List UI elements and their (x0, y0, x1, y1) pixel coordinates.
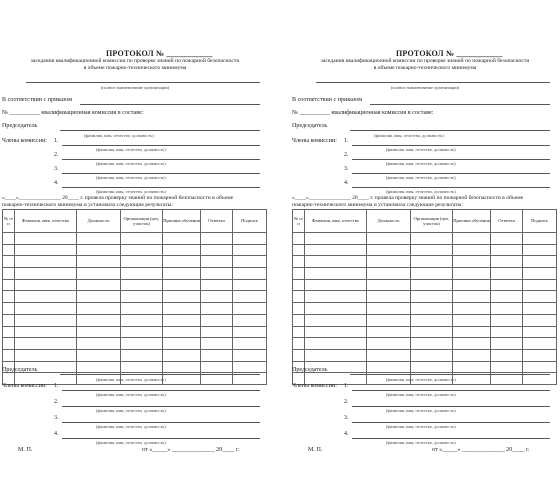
table-cell[interactable] (163, 361, 201, 373)
member-1-number: 1. (54, 138, 59, 144)
signoff-member-1-hint: (фамилия, имя, отчество, должность) (386, 392, 456, 397)
signoff-member-4-hint: (фамилия, имя, отчество, должность) (386, 440, 456, 445)
table-cell[interactable] (201, 279, 233, 291)
table-cell[interactable] (523, 314, 557, 326)
signoff-member-4-field[interactable] (352, 438, 550, 439)
table-cell[interactable] (293, 349, 305, 361)
table-cell[interactable] (77, 256, 121, 268)
table-cell[interactable] (77, 314, 121, 326)
table-cell[interactable] (233, 244, 267, 256)
table-cell[interactable] (233, 291, 267, 303)
table-cell[interactable] (293, 244, 305, 256)
member-1-hint: (фамилия, имя, отчество, должность) (96, 147, 166, 152)
col-organization-header: Организация (цех, участок) (411, 210, 453, 233)
table-cell[interactable] (233, 303, 267, 315)
protocol-page-right (290, 0, 560, 504)
table-header-row (3, 210, 267, 233)
table-row (3, 244, 267, 256)
table-cell[interactable] (367, 256, 411, 268)
table-cell[interactable] (293, 291, 305, 303)
member-2-hint: (фамилия, имя, отчество, должность) (386, 161, 456, 166)
table-cell[interactable] (3, 279, 15, 291)
table-cell[interactable] (523, 303, 557, 315)
table-cell[interactable] (163, 338, 201, 350)
table-cell[interactable] (305, 268, 367, 280)
table-cell[interactable] (453, 279, 491, 291)
order-line-label: В соответствии с приказом (292, 97, 363, 103)
table-cell[interactable] (453, 338, 491, 350)
date-line: «____»_______________ 20____ г. провела проверку знаний по пожарной безопасности в объеме (292, 195, 524, 201)
table-cell[interactable] (163, 314, 201, 326)
table-row (293, 233, 557, 245)
protocol-subtitle-2: в объеме пожарно-технического минимума (373, 65, 477, 71)
member-2-field[interactable] (62, 159, 260, 160)
table-cell[interactable] (491, 256, 523, 268)
col-name-header: Фамилия, имя, отчество (15, 210, 77, 233)
signoff-member-4-hint: (фамилия, имя, отчество, должность) (96, 440, 166, 445)
table-cell[interactable] (523, 361, 557, 373)
table-row (3, 349, 267, 361)
col-number-header: № п/п (3, 210, 15, 233)
member-3-field[interactable] (62, 173, 260, 174)
table-cell[interactable] (523, 279, 557, 291)
signoff-member-3-field[interactable] (352, 422, 550, 423)
signoff-member-2-hint: (фамилия, имя, отчество, должность) (96, 408, 166, 413)
table-cell[interactable] (293, 338, 305, 350)
table-cell[interactable] (367, 268, 411, 280)
table-cell[interactable] (121, 291, 163, 303)
table-cell[interactable] (233, 233, 267, 245)
table-cell[interactable] (491, 361, 523, 373)
table-cell[interactable] (77, 361, 121, 373)
signoff-member-3-number: 3. (344, 415, 349, 421)
signoff-member-3-number: 3. (54, 415, 59, 421)
order-line-field[interactable] (80, 104, 260, 105)
table-row (293, 314, 557, 326)
signoff-chairman-field[interactable] (350, 374, 550, 375)
results-table (2, 209, 267, 385)
table-cell[interactable] (163, 256, 201, 268)
table-cell[interactable] (491, 338, 523, 350)
chairman-label: Председатель (2, 123, 38, 129)
signoff-member-4-field[interactable] (62, 438, 260, 439)
table-cell[interactable] (453, 256, 491, 268)
table-cell[interactable] (3, 326, 15, 338)
member-3-field[interactable] (352, 173, 550, 174)
table-cell[interactable] (305, 291, 367, 303)
table-cell[interactable] (411, 233, 453, 245)
table-header-row (293, 210, 557, 233)
table-cell[interactable] (15, 233, 77, 245)
table-cell[interactable] (293, 256, 305, 268)
protocol-title: ПРОТОКОЛ № ___________ (106, 49, 213, 58)
table-cell[interactable] (491, 233, 523, 245)
table-row (3, 291, 267, 303)
table-cell[interactable] (201, 349, 233, 361)
table-cell[interactable] (201, 291, 233, 303)
col-signature-header: Подпись (523, 210, 557, 233)
table-cell[interactable] (121, 244, 163, 256)
members-label: Члены комиссии: (2, 138, 47, 144)
org-name-hint: (полное наименование организации) (100, 85, 170, 90)
table-cell[interactable] (3, 233, 15, 245)
table-cell[interactable] (201, 361, 233, 373)
signoff-member-3-field[interactable] (62, 422, 260, 423)
chairman-field[interactable] (60, 130, 260, 131)
member-2-number: 2. (344, 152, 349, 158)
table-row (3, 256, 267, 268)
protocol-subtitle-2: в объеме пожарно-технического минимума (83, 65, 187, 71)
table-cell[interactable] (523, 291, 557, 303)
table-cell[interactable] (367, 279, 411, 291)
table-cell[interactable] (491, 291, 523, 303)
table-cell[interactable] (367, 349, 411, 361)
table-cell[interactable] (293, 268, 305, 280)
table-cell[interactable] (15, 338, 77, 350)
table-cell[interactable] (305, 244, 367, 256)
table-cell[interactable] (3, 338, 15, 350)
table-cell[interactable] (15, 349, 77, 361)
signoff-chairman-hint: (фамилия, имя, отчество, должность) (96, 377, 166, 382)
table-cell[interactable] (121, 233, 163, 245)
table-cell[interactable] (453, 268, 491, 280)
table-cell[interactable] (233, 314, 267, 326)
table-cell[interactable] (121, 361, 163, 373)
table-cell[interactable] (367, 314, 411, 326)
member-3-number: 3. (344, 166, 349, 172)
results-table (292, 209, 557, 385)
org-name-hint: (полное наименование организации) (390, 85, 460, 90)
col-position-header: Должность (367, 210, 411, 233)
table-cell[interactable] (233, 256, 267, 268)
signoff-member-2-field[interactable] (62, 406, 260, 407)
table-cell[interactable] (3, 303, 15, 315)
col-reason-header: Причина обучения (163, 210, 201, 233)
table-cell[interactable] (201, 256, 233, 268)
table-row (3, 303, 267, 315)
table-cell[interactable] (305, 326, 367, 338)
member-1-field[interactable] (62, 145, 260, 146)
table-cell[interactable] (367, 303, 411, 315)
signoff-date: от «_____» ______________ 20____ г. (142, 447, 240, 453)
table-cell[interactable] (453, 314, 491, 326)
table-cell[interactable] (201, 268, 233, 280)
table-row (3, 314, 267, 326)
table-cell[interactable] (411, 256, 453, 268)
table-cell[interactable] (523, 338, 557, 350)
col-signature-header: Подпись (233, 210, 267, 233)
table-row (293, 256, 557, 268)
table-cell[interactable] (367, 244, 411, 256)
signoff-member-4-number: 4. (54, 431, 59, 437)
table-cell[interactable] (491, 268, 523, 280)
table-cell[interactable] (411, 244, 453, 256)
member-3-hint: (фамилия, имя, отчество, должность) (386, 175, 456, 180)
member-1-hint: (фамилия, имя, отчество, должность) (386, 147, 456, 152)
table-cell[interactable] (77, 291, 121, 303)
table-cell[interactable] (163, 349, 201, 361)
table-cell[interactable] (201, 233, 233, 245)
table-row (293, 349, 557, 361)
table-cell[interactable] (491, 314, 523, 326)
member-4-field[interactable] (62, 187, 260, 188)
protocol-title: ПРОТОКОЛ № ___________ (396, 49, 503, 58)
protocol-page-left (0, 0, 270, 504)
table-cell[interactable] (77, 326, 121, 338)
member-3-hint: (фамилия, имя, отчество, должность) (96, 175, 166, 180)
table-cell[interactable] (305, 349, 367, 361)
table-cell[interactable] (453, 291, 491, 303)
table-cell[interactable] (305, 256, 367, 268)
table-cell[interactable] (491, 279, 523, 291)
table-row (293, 361, 557, 373)
member-4-hint: (фамилия, имя, отчество, должность) (96, 189, 166, 194)
signoff-chairman-field[interactable] (60, 374, 260, 375)
table-cell[interactable] (523, 326, 557, 338)
table-cell[interactable] (233, 349, 267, 361)
table-cell[interactable] (121, 256, 163, 268)
table-row (293, 279, 557, 291)
table-cell[interactable] (3, 314, 15, 326)
table-row (293, 291, 557, 303)
table-row (3, 326, 267, 338)
table-cell[interactable] (121, 349, 163, 361)
table-cell[interactable] (77, 338, 121, 350)
table-row (293, 268, 557, 280)
table-cell[interactable] (523, 256, 557, 268)
table-cell[interactable] (3, 244, 15, 256)
table-cell[interactable] (201, 314, 233, 326)
table-cell[interactable] (77, 244, 121, 256)
col-number-header: № п/п (293, 210, 305, 233)
table-cell[interactable] (305, 314, 367, 326)
table-cell[interactable] (201, 303, 233, 315)
stamp-label: М. П. (308, 447, 323, 453)
table-cell[interactable] (201, 338, 233, 350)
table-cell[interactable] (15, 326, 77, 338)
table-cell[interactable] (201, 326, 233, 338)
signoff-member-1-field[interactable] (352, 390, 550, 391)
table-row (293, 303, 557, 315)
table-cell[interactable] (77, 233, 121, 245)
table-cell[interactable] (163, 268, 201, 280)
table-cell[interactable] (163, 244, 201, 256)
table-cell[interactable] (77, 303, 121, 315)
signoff-date: от «_____» ______________ 20____ г. (432, 447, 530, 453)
table-cell[interactable] (3, 291, 15, 303)
signoff-members-label: Члены комиссии: (2, 383, 47, 389)
member-1-field[interactable] (352, 145, 550, 146)
chairman-hint: (фамилия, имя, отчество, должность) (374, 133, 444, 138)
table-cell[interactable] (305, 338, 367, 350)
table-row (293, 244, 557, 256)
signoff-member-1-field[interactable] (62, 390, 260, 391)
table-cell[interactable] (523, 244, 557, 256)
table-cell[interactable] (523, 268, 557, 280)
table-cell[interactable] (453, 349, 491, 361)
date-line: «____»_______________ 20____ г. провела проверку знаний по пожарной безопасности в объеме (2, 195, 234, 201)
table-cell[interactable] (293, 303, 305, 315)
member-4-number: 4. (344, 180, 349, 186)
chairman-label: Председатель (292, 123, 328, 129)
signoff-members-label: Члены комиссии: (292, 383, 337, 389)
table-cell[interactable] (77, 279, 121, 291)
table-cell[interactable] (491, 349, 523, 361)
table-row (3, 338, 267, 350)
signoff-member-3-hint: (фамилия, имя, отчество, должность) (386, 424, 456, 429)
table-cell[interactable] (491, 303, 523, 315)
table-cell[interactable] (367, 291, 411, 303)
org-name-line[interactable] (26, 82, 260, 83)
col-name-header: Фамилия, имя, отчество (305, 210, 367, 233)
signoff-member-1-number: 1. (344, 383, 349, 389)
table-cell[interactable] (293, 233, 305, 245)
table-cell[interactable] (163, 279, 201, 291)
table-cell[interactable] (121, 338, 163, 350)
result-line: пожарно-технического минимума и установила следующие результаты: (2, 202, 173, 208)
table-cell[interactable] (491, 244, 523, 256)
protocol-subtitle-1: заседания квалификационной комиссии по проверке знаний по пожарной безопасности (30, 58, 240, 64)
table-cell[interactable] (3, 268, 15, 280)
member-4-field[interactable] (352, 187, 550, 188)
table-cell[interactable] (523, 349, 557, 361)
table-cell[interactable] (163, 291, 201, 303)
order-line-label: В соответствии с приказом (2, 97, 73, 103)
table-cell[interactable] (121, 326, 163, 338)
member-2-hint: (фамилия, имя, отчество, должность) (96, 161, 166, 166)
table-cell[interactable] (3, 349, 15, 361)
table-cell[interactable] (15, 303, 77, 315)
protocol-subtitle-1: заседания квалификационной комиссии по проверке знаний по пожарной безопасности (320, 58, 530, 64)
table-cell[interactable] (411, 268, 453, 280)
member-3-number: 3. (54, 166, 59, 172)
table-cell[interactable] (411, 349, 453, 361)
signoff-member-2-field[interactable] (352, 406, 550, 407)
order-line-field[interactable] (370, 104, 550, 105)
signoff-chairman-hint: (фамилия, имя, отчество, должность) (386, 377, 456, 382)
table-cell[interactable] (3, 256, 15, 268)
signoff-chairman-label: Председатель (292, 367, 328, 373)
table-cell[interactable] (121, 314, 163, 326)
table-cell[interactable] (305, 303, 367, 315)
signoff-member-3-hint: (фамилия, имя, отчество, должность) (96, 424, 166, 429)
table-cell[interactable] (453, 244, 491, 256)
signoff-member-1-hint: (фамилия, имя, отчество, должность) (96, 392, 166, 397)
table-cell[interactable] (305, 279, 367, 291)
table-cell[interactable] (293, 314, 305, 326)
table-cell[interactable] (15, 314, 77, 326)
table-cell[interactable] (233, 279, 267, 291)
chairman-field[interactable] (350, 130, 550, 131)
table-cell[interactable] (453, 303, 491, 315)
signoff-chairman-label: Председатель (2, 367, 38, 373)
table-cell[interactable] (77, 268, 121, 280)
table-cell[interactable] (121, 268, 163, 280)
table-row (293, 338, 557, 350)
signoff-member-4-number: 4. (344, 431, 349, 437)
signoff-member-2-number: 2. (54, 399, 59, 405)
table-cell[interactable] (411, 361, 453, 373)
table-cell[interactable] (411, 303, 453, 315)
table-cell[interactable] (15, 291, 77, 303)
table-cell[interactable] (305, 233, 367, 245)
table-cell[interactable] (233, 338, 267, 350)
table-cell[interactable] (163, 326, 201, 338)
table-cell[interactable] (453, 233, 491, 245)
table-cell[interactable] (523, 233, 557, 245)
member-2-number: 2. (54, 152, 59, 158)
table-cell[interactable] (367, 326, 411, 338)
signoff-member-2-hint: (фамилия, имя, отчество, должность) (386, 408, 456, 413)
table-cell[interactable] (77, 349, 121, 361)
table-row (3, 361, 267, 373)
table-row (3, 279, 267, 291)
table-cell[interactable] (233, 326, 267, 338)
table-row (3, 268, 267, 280)
table-cell[interactable] (233, 268, 267, 280)
col-reason-header: Причина обучения (453, 210, 491, 233)
table-cell[interactable] (491, 326, 523, 338)
table-row (293, 326, 557, 338)
member-4-number: 4. (54, 180, 59, 186)
table-cell[interactable] (367, 361, 411, 373)
signoff-member-1-number: 1. (54, 383, 59, 389)
col-mark-header: Отметка (201, 210, 233, 233)
table-cell[interactable] (15, 279, 77, 291)
signoff-member-2-number: 2. (344, 399, 349, 405)
table-cell[interactable] (15, 268, 77, 280)
table-cell[interactable] (411, 291, 453, 303)
table-cell[interactable] (163, 233, 201, 245)
table-cell[interactable] (233, 361, 267, 373)
table-cell[interactable] (367, 338, 411, 350)
table-row (3, 233, 267, 245)
table-cell[interactable] (121, 303, 163, 315)
table-cell[interactable] (121, 279, 163, 291)
col-position-header: Должность (77, 210, 121, 233)
result-line: пожарно-технического минимума и установила следующие результаты: (292, 202, 463, 208)
members-label: Члены комиссии: (292, 138, 337, 144)
member-1-number: 1. (344, 138, 349, 144)
org-name-line[interactable] (316, 82, 550, 83)
commission-line-label: № __________ квалификационная комиссия в составе: (292, 110, 434, 116)
stamp-label: М. П. (18, 447, 33, 453)
table-cell[interactable] (411, 326, 453, 338)
table-cell[interactable] (201, 244, 233, 256)
table-cell[interactable] (411, 338, 453, 350)
table-cell[interactable] (293, 279, 305, 291)
commission-line-label: № __________ квалификационная комиссия в составе: (2, 110, 144, 116)
table-cell[interactable] (293, 326, 305, 338)
col-organization-header: Организация (цех, участок) (121, 210, 163, 233)
table-cell[interactable] (411, 314, 453, 326)
chairman-hint: (фамилия, имя, отчество, должность) (84, 133, 154, 138)
table-cell[interactable] (15, 256, 77, 268)
table-cell[interactable] (453, 326, 491, 338)
member-4-hint: (фамилия, имя, отчество, должность) (386, 189, 456, 194)
member-2-field[interactable] (352, 159, 550, 160)
table-cell[interactable] (411, 279, 453, 291)
table-cell[interactable] (367, 233, 411, 245)
table-cell[interactable] (453, 361, 491, 373)
table-cell[interactable] (163, 303, 201, 315)
table-cell[interactable] (15, 244, 77, 256)
col-mark-header: Отметка (491, 210, 523, 233)
